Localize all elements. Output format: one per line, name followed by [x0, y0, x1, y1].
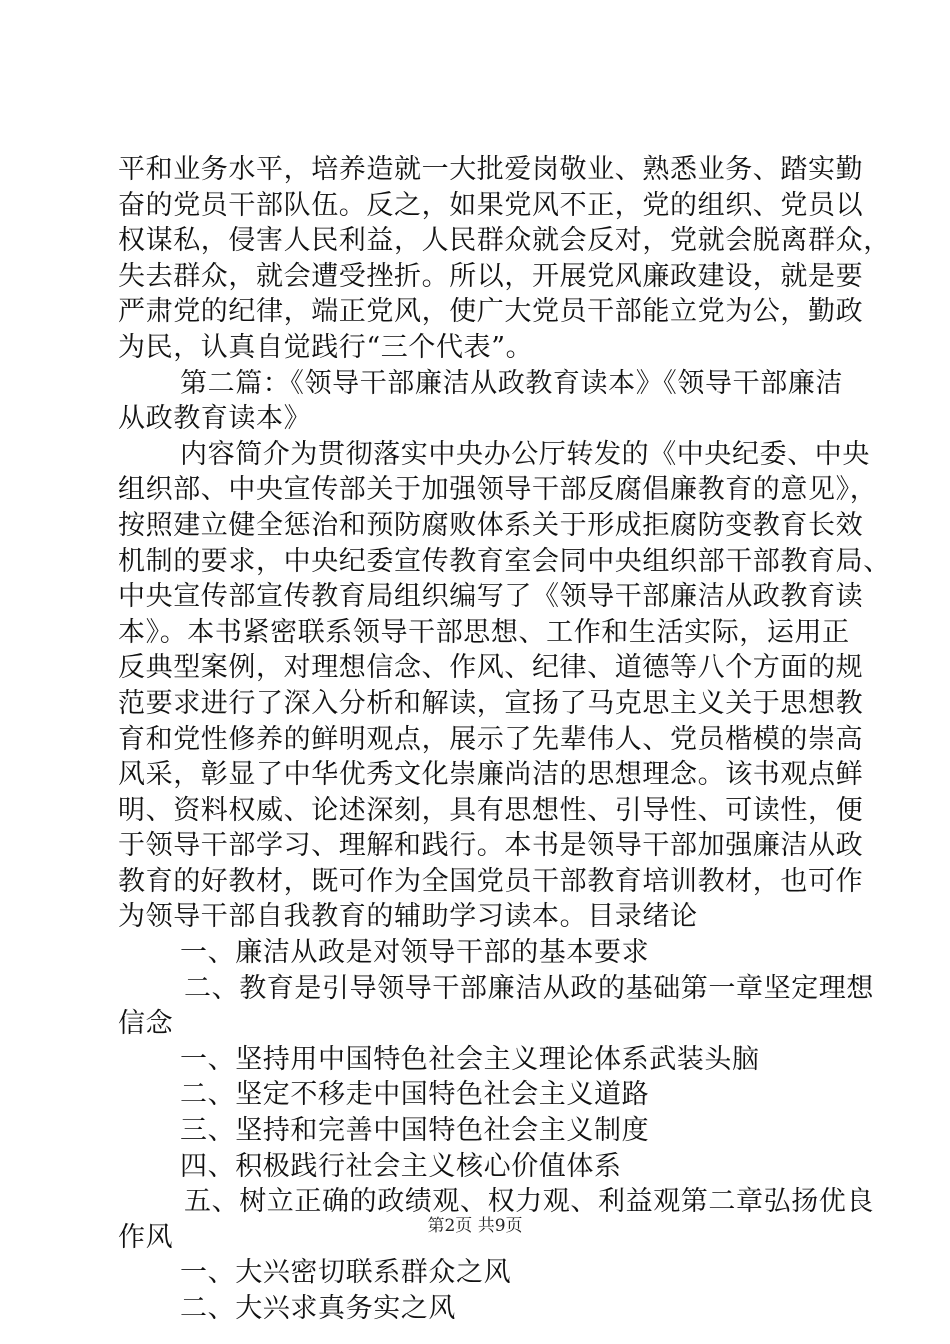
- toc-item: 一、大兴密切联系群众之风: [180, 1257, 512, 1289]
- text-line: 平和业务水平，培养造就一大批爱岗敬业、熟悉业务、踏实勤: [118, 154, 864, 185]
- section-heading-line: 第二篇：《领导干部廉洁从政教育读本》《领导干部廉洁: [180, 367, 843, 399]
- text-line: 严肃党的纪律，端正党风，使广大党员干部能立党为公，勤政: [118, 296, 864, 328]
- toc-item: 二、坚定不移走中国特色社会主义道路: [180, 1079, 650, 1111]
- text-line: 本》。本书紧密联系领导干部思想、工作和生活实际，运用正: [118, 616, 850, 648]
- text-line: 范要求进行了深入分析和解读，宣扬了马克思主义关于思想教: [118, 687, 864, 719]
- section-heading-line: 从政教育读本》: [118, 403, 312, 435]
- text-line: 教育的好教材，既可作为全国党员干部教育培训教材，也可作: [118, 865, 864, 897]
- text-line: 内容简介为贯彻落实中央办公厅转发的《中央纪委、中央: [180, 438, 870, 470]
- toc-item: 一、廉洁从政是对领导干部的基本要求: [180, 937, 650, 969]
- toc-item: 二、教育是引导领导干部廉洁从政的基础第一章坚定理想: [184, 972, 874, 1004]
- toc-item: 四、积极践行社会主义核心价值体系: [180, 1150, 622, 1182]
- text-line: 组织部、中央宣传部关于加强领导干部反腐倡廉教育的意见》，: [118, 474, 878, 506]
- text-line: 为民，认真自觉践行“三个代表”。: [118, 331, 534, 363]
- text-line: 奋的党员干部队伍。反之，如果党风不正，党的组织、党员以: [118, 189, 864, 221]
- text-line: 明、资料权威、论述深刻，具有思想性、引导性、可读性，便: [118, 794, 864, 826]
- toc-item: 信念: [118, 1008, 174, 1040]
- page-number-footer: 第2页 共9页: [427, 1216, 523, 1236]
- text-line: 机制的要求，中央纪委宣传教育室会同中央组织部干部教育局、: [118, 545, 891, 577]
- toc-item: 三、坚持和完善中国特色社会主义制度: [180, 1115, 650, 1147]
- toc-item: 五、树立正确的政绩观、权力观、利益观第二章弘扬优良: [184, 1186, 874, 1218]
- text-line: 风采，彰显了中华优秀文化崇廉尚洁的思想理念。该书观点鲜: [118, 759, 864, 791]
- document-body: [118, 152, 891, 1327]
- text-line: 权谋私，侵害人民利益，人民群众就会反对，党就会脱离群众，: [118, 225, 891, 257]
- text-line: 于领导干部学习、理解和践行。本书是领导干部加强廉洁从政: [118, 830, 864, 862]
- toc-item: 二、大兴求真务实之风: [180, 1293, 456, 1324]
- text-line: 失去群众，就会遭受挫折。所以，开展党风廉政建设，就是要: [118, 260, 864, 292]
- text-line: 反典型案例，对理想信念、作风、纪律、道德等八个方面的规: [118, 652, 864, 684]
- text-line: 中央宣传部宣传教育局组织编写了《领导干部廉洁从政教育读: [118, 581, 864, 613]
- toc-item: 一、坚持用中国特色社会主义理论体系武装头脑: [180, 1043, 760, 1075]
- toc-item: 作风: [118, 1221, 174, 1253]
- text-line: 育和党性修养的鲜明观点，展示了先辈伟人、党员楷模的崇高: [118, 723, 864, 755]
- text-line: 按照建立健全惩治和预防腐败体系关于形成拒腐防变教育长效: [118, 509, 864, 541]
- text-line: 为领导干部自我教育的辅助学习读本。目录绪论: [118, 901, 698, 933]
